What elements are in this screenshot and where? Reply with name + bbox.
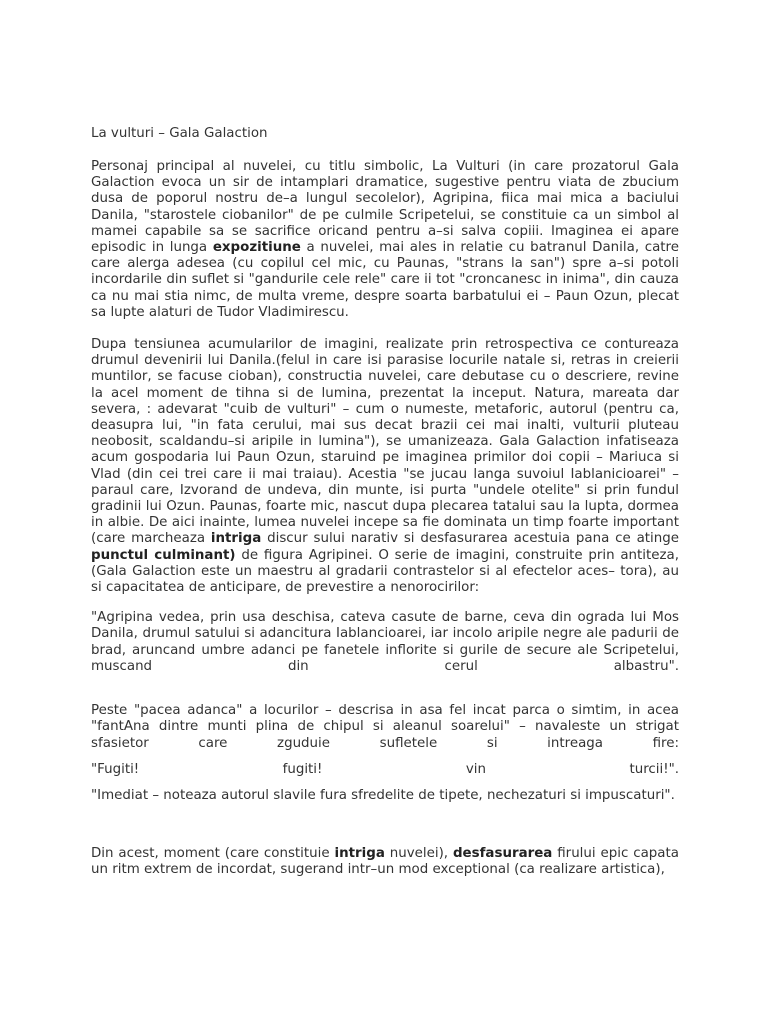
paragraph-7 (91, 846, 679, 878)
p7-text-a: Din acest, moment (care constituie (91, 846, 330, 862)
p2-text-d: de figura Agripinei. O serie de imagini, construite prin antiteza, (Gala Galaction este un maestru al gradarii contrastelor si al efectelor aces– tora), au si capacitatea de anticipare, de prevestire a nenorocirilor: (91, 547, 679, 596)
document-title: La vulturi – Gala Galaction (91, 126, 268, 141)
p2-text-a: Dupa tensiunea acumularilor de imagini, realizate prin retrospectiva ce contureaza drumul devenirii lui Danila.(felul in care isi parasise locurile natale si, retras in creierii muntilor, se facuse cioban), constructia nuvelei, care debutase cu o descriere, revine la acel moment de tihna si de lumina, prezentat la inceput. Natura, mareata dar severa, : adevarat "cuib de vulturi" – cum o numeste, metaforic, autorul (pentru ca, deasupra lui, "in fata cerului, mai sus decat brazii cei mai inalti, vulturii pluteau neobosit, scaldandu–si aripile in lumina"), se umanizeaza. Gala Galaction infatiseaza acum gospodaria lui Paun Ozun, staruind pe imaginea primilor doi copii – Mariuca si Vlad (din cei trei care ii mai traiau). Acestia "se jucau langa suvoiul Iablanicioarei" – paraul care, Izvorand de undeva, din munte, isi purta "undele otelite" si prin fundul gradinii lui Ozun. Paunas, foarte mic, nascut dupa plecarea tatalui sau la lupta, dormea in albie. De aici inainte, lumea nuvelei incepe sa fie dominata un timp foarte important (care marcheaza (91, 337, 679, 547)
p7-text-d: firului epic capata un ritm extrem de incordat, sugerand intr–un mod exceptional (ca realizare artistica), (91, 846, 679, 878)
p7-text-c: nuvelei), (389, 846, 449, 862)
paragraph-4: Peste "pacea adanca" a locurilor – descrisa in asa fel incat parca o simtim, in acea "fantAna dintre munti plina de chipul si aleanul soarelui" – navaleste un strigat sfasietor care zguduie sufletele si intreaga fire: (91, 703, 679, 751)
bold-desfasurarea: desfasurarea (452, 846, 553, 862)
p1-text-c: a nuvelei, mai ales in relatie cu batranul Danila, catre care alerga adesea (cu copilul cel mic, cu Paunas, "strans la san") spre a–si potoli incordarile din suflet si "gandurile cele rele" care ii tot "croncanesc in inima", din cauza ca nu mai stia nimc, de multa vreme, despre soarta barbatului ei – Paun Ozun, plecat sa lupte alaturi de Tudor Vladimirescu. (91, 240, 680, 320)
bold-punctul-culminant: punctul culminant) (91, 547, 236, 563)
paragraph-2 (91, 337, 679, 596)
paragraph-5-quote: "Fugiti! fugiti! vin turcii!". (91, 761, 679, 777)
bold-intriga: intriga (210, 531, 262, 547)
paragraph-3-quote: "Agripina vedea, prin usa deschisa, cateva casute de barne, ceva din ograda lui Mos Danila, drumul satului si adancitura Iablancioarei, iar incolo aripile negre ale padurii de brad, aruncand umbre adanci pe fanetele inflorite si gurile de secure ale Scripetelui, muscand din cerul albastru". (91, 610, 679, 674)
paragraph-6-quote: "Imediat – noteaza autorul slavile fura sfredelite de tipete, nechezaturi si impuscaturi". (91, 787, 675, 803)
p1-text-a: Personaj principal al nuvelei, cu titlu simbolic, La Vulturi (in care prozatorul Gala Galaction evoca un sir de intamplari dramatice, sugestive pentru viata de zbucium dusa de poporul nostru de–a lungul secolelor), Agripina, fiica mai mica a baciului Danila, "starostele ciobanilor" de pe culmile Scripetelui, se constituie ca un simbol al mamei capabile sa se sacrifice oricand pentru a–si salva copiii. Imaginea ei apare episodic in lunga (91, 159, 679, 256)
paragraph-1 (91, 159, 679, 321)
bold-intriga-2: intriga (334, 846, 385, 862)
document-body (91, 125, 679, 879)
p2-text-c: discur sului narativ si desfasurarea acestuia pana ce atinge (267, 531, 679, 547)
bold-expozitiune: expozitiune (212, 240, 301, 256)
